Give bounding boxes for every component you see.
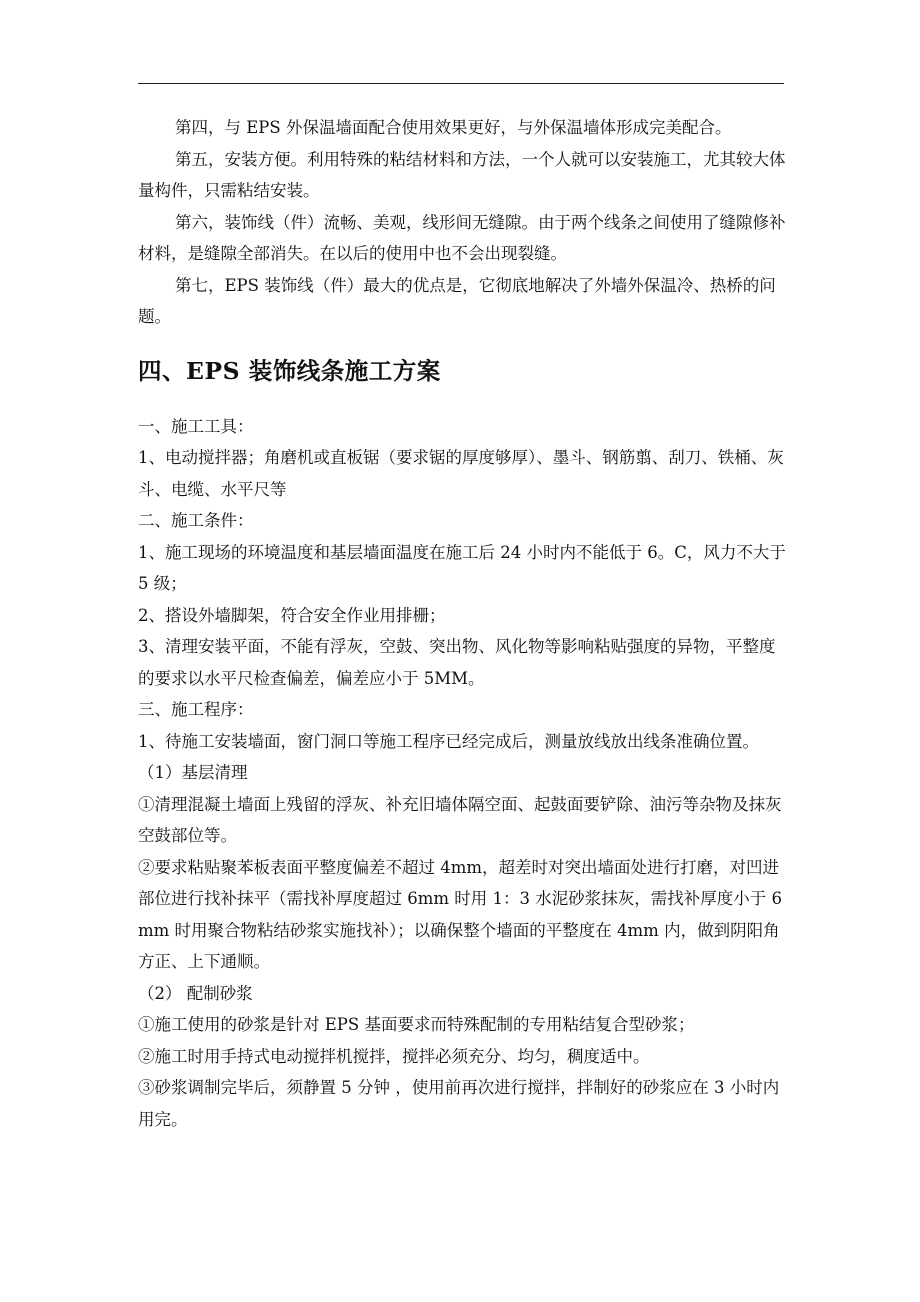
mortar-prep-item-2: ②施工时用手持式电动搅拌机搅拌，搅拌必须充分、均匀，稠度适中。 bbox=[138, 1046, 650, 1066]
step-mortar-prep-title: （2） 配制砂浆 bbox=[138, 983, 253, 1003]
section-heading: 四、EPS 装饰线条施工方案 bbox=[138, 356, 441, 385]
document-body bbox=[138, 112, 788, 1135]
base-cleaning-item-1: ①清理混凝土墙面上残留的浮灰、补充旧墙体隔空面、起鼓面要铲除、油污等杂物及抹灰空鼓部位等。 bbox=[138, 794, 782, 845]
condition-item-1: 1、施工现场的环境温度和基层墙面温度在施工后 24 小时内不能低于 6。C，风力不大于 5 级； bbox=[138, 542, 786, 593]
header-rule bbox=[138, 83, 784, 84]
paragraph-fifth-point: 第五，安装方便。利用特殊的粘结材料和方法，一个人就可以安装施工，尤其较大体量构件，只需粘结安装。 bbox=[138, 149, 786, 200]
paragraph-sixth-point: 第六，装饰线（件）流畅、美观，线形间无缝隙。由于两个线条之间使用了缝隙修补材料，是缝隙全部消失。在以后的使用中也不会出现裂缝。 bbox=[138, 212, 786, 263]
subsection-conditions-title: 二、施工条件： bbox=[138, 511, 254, 530]
subsection-procedure-title: 三、施工程序： bbox=[138, 700, 254, 719]
subsection-tools-title: 一、施工工具： bbox=[138, 416, 254, 436]
procedure-item-1: 1、待施工安装墙面，窗门洞口等施工程序已经完成后，测量放线放出线条准确位置。 bbox=[138, 731, 759, 751]
condition-item-3: 3、清理安装平面，不能有浮灰，空鼓、突出物、风化物等影响粘贴强度的异物，平整度的要求以水平尺检查偏差，偏差应小于 5MM。 bbox=[138, 637, 776, 688]
step-base-cleaning-title: （1）基层清理 bbox=[138, 763, 248, 782]
tools-list-item: 1、电动搅拌器；角磨机或直板锯（要求锯的厚度够厚）、墨斗、钢筋翦、刮刀、铁桶、灰斗、电缆、水平尺等 bbox=[138, 448, 784, 499]
paragraph-fourth-point: 第四，与 EPS 外保温墙面配合使用效果更好，与外保温墙体形成完美配合。 bbox=[175, 118, 732, 137]
paragraph-seventh-point: 第七，EPS 装饰线（件）最大的优点是，它彻底地解决了外墙外保温冷、热桥的问题。 bbox=[138, 275, 776, 326]
mortar-prep-item-1: ①施工使用的砂浆是针对 EPS 基面要求而特殊配制的专用粘结复合型砂浆； bbox=[138, 1015, 695, 1034]
condition-item-2: 2、搭设外墙脚架，符合安全作业用排栅； bbox=[138, 605, 446, 625]
base-cleaning-item-2: ②要求粘贴聚苯板表面平整度偏差不超过 4mm，超差时对突出墙面处进行打磨，对凹进部位进行找补抹平（需找补厚度超过 6mm 时用 1：3 水泥砂浆抹灰，需找补厚度小于 6mm 时用聚合物粘结砂浆实施找补）；以确保整个墙面的平整度在 4mm 内，做到阴阳角方正、上下通顺。 bbox=[138, 857, 783, 971]
mortar-prep-item-3: ③砂浆调制完毕后，须静置 5 分钟 ，使用前再次进行搅拌，拌制好的砂浆应在 3 小时内用完。 bbox=[138, 1078, 780, 1129]
